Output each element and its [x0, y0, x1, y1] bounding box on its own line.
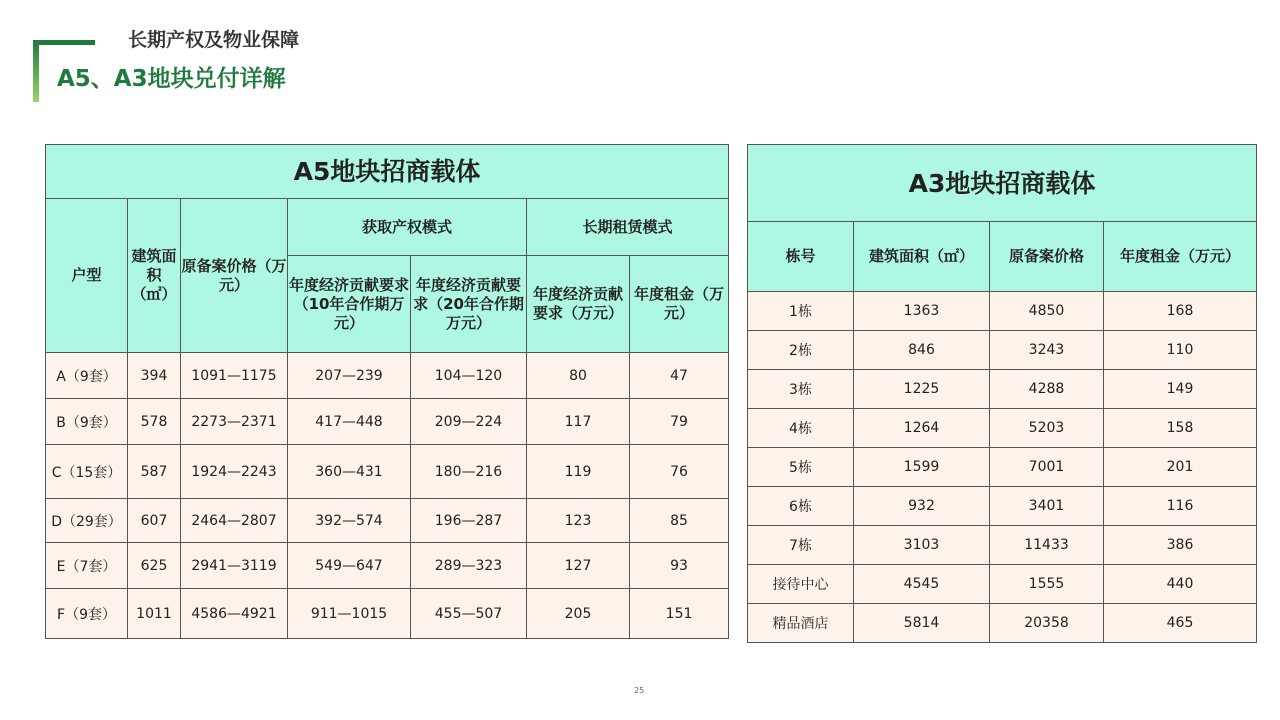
cell: 76	[630, 445, 729, 499]
page-number: 25	[634, 686, 645, 695]
cell: 4545	[854, 565, 990, 604]
table-row	[46, 499, 729, 543]
cell: 149	[1104, 370, 1257, 409]
cell: 1264	[854, 409, 990, 448]
cell: 3103	[854, 526, 990, 565]
a5-col-req20: 年度经济贡献要求（20年合作期万元）	[411, 256, 527, 353]
cell: 1363	[854, 292, 990, 331]
table-row	[748, 331, 1257, 370]
cell: 4栋	[748, 409, 854, 448]
a5-col-req10: 年度经济贡献要求（10年合作期万元）	[288, 256, 411, 353]
cell: 3401	[990, 487, 1104, 526]
cell: 465	[1104, 604, 1257, 643]
table-row	[46, 543, 729, 589]
a5-col-area: 建筑面积（㎡）	[128, 199, 181, 353]
cell: 1924—2243	[181, 445, 288, 499]
a5-table	[45, 144, 729, 639]
a3-col-price: 原备案价格	[990, 222, 1104, 292]
cell: 3243	[990, 331, 1104, 370]
cell: 209—224	[411, 399, 527, 445]
cell: 4850	[990, 292, 1104, 331]
cell: 5栋	[748, 448, 854, 487]
a5-group-own: 获取产权模式	[288, 199, 527, 256]
cell: 1599	[854, 448, 990, 487]
section-subtitle: 长期产权及物业保障	[128, 29, 300, 51]
cell: 180—216	[411, 445, 527, 499]
table-row	[748, 409, 1257, 448]
cell: 289—323	[411, 543, 527, 589]
cell: C（15套）	[46, 445, 128, 499]
cell: 625	[128, 543, 181, 589]
a3-table	[747, 144, 1257, 643]
cell: 127	[527, 543, 630, 589]
cell: 168	[1104, 292, 1257, 331]
cell: B（9套）	[46, 399, 128, 445]
cell: 7栋	[748, 526, 854, 565]
cell: 911—1015	[288, 589, 411, 639]
cell: 549—647	[288, 543, 411, 589]
cell: 117	[527, 399, 630, 445]
cell: 455—507	[411, 589, 527, 639]
a3-table-title: A3地块招商载体	[748, 145, 1257, 222]
cell: 精品酒店	[748, 604, 854, 643]
table-row	[46, 589, 729, 639]
cell: 158	[1104, 409, 1257, 448]
cell: 1栋	[748, 292, 854, 331]
a5-col-price: 原备案价格（万元）	[181, 199, 288, 353]
cell: D（29套）	[46, 499, 128, 543]
cell: 20358	[990, 604, 1104, 643]
cell: 接待中心	[748, 565, 854, 604]
corner-accent-top	[33, 40, 95, 45]
cell: 607	[128, 499, 181, 543]
table-row	[46, 445, 729, 499]
cell: 196—287	[411, 499, 527, 543]
cell: 104—120	[411, 353, 527, 399]
cell: 587	[128, 445, 181, 499]
cell: 151	[630, 589, 729, 639]
a3-col-building: 栋号	[748, 222, 854, 292]
cell: 93	[630, 543, 729, 589]
cell: 417—448	[288, 399, 411, 445]
cell: 932	[854, 487, 990, 526]
table-row	[46, 353, 729, 399]
a5-table-title: A5地块招商载体	[46, 145, 729, 199]
cell: A（9套）	[46, 353, 128, 399]
cell: 85	[630, 499, 729, 543]
cell: 123	[527, 499, 630, 543]
table-row	[748, 448, 1257, 487]
a5-col-unit: 户型	[46, 199, 128, 353]
cell: 2464—2807	[181, 499, 288, 543]
cell: 6栋	[748, 487, 854, 526]
table-row	[46, 399, 729, 445]
corner-accent-left	[33, 40, 39, 102]
table-row	[748, 370, 1257, 409]
table-row	[748, 604, 1257, 643]
cell: 2栋	[748, 331, 854, 370]
cell: 5203	[990, 409, 1104, 448]
cell: 47	[630, 353, 729, 399]
cell: 119	[527, 445, 630, 499]
cell: 80	[527, 353, 630, 399]
cell: 79	[630, 399, 729, 445]
table-row	[748, 565, 1257, 604]
cell: 11433	[990, 526, 1104, 565]
table-row	[748, 487, 1257, 526]
a5-group-lease: 长期租赁模式	[527, 199, 729, 256]
a3-col-area: 建筑面积（㎡）	[854, 222, 990, 292]
cell: 392—574	[288, 499, 411, 543]
cell: 2941—3119	[181, 543, 288, 589]
table-row	[748, 526, 1257, 565]
cell: 4586—4921	[181, 589, 288, 639]
cell: 1011	[128, 589, 181, 639]
cell: 1091—1175	[181, 353, 288, 399]
cell: 1225	[854, 370, 990, 409]
table-row	[748, 292, 1257, 331]
a5-col-rent: 年度租金（万元）	[630, 256, 729, 353]
cell: 2273—2371	[181, 399, 288, 445]
cell: E（7套）	[46, 543, 128, 589]
a3-col-rent: 年度租金（万元）	[1104, 222, 1257, 292]
cell: 7001	[990, 448, 1104, 487]
cell: 110	[1104, 331, 1257, 370]
cell: 201	[1104, 448, 1257, 487]
cell: 3栋	[748, 370, 854, 409]
cell: 4288	[990, 370, 1104, 409]
cell: 5814	[854, 604, 990, 643]
cell: 386	[1104, 526, 1257, 565]
page-title: A5、A3地块兑付详解	[57, 66, 286, 92]
cell: 394	[128, 353, 181, 399]
a5-col-lease-req: 年度经济贡献要求（万元）	[527, 256, 630, 353]
cell: 578	[128, 399, 181, 445]
cell: F（9套）	[46, 589, 128, 639]
cell: 205	[527, 589, 630, 639]
cell: 440	[1104, 565, 1257, 604]
cell: 116	[1104, 487, 1257, 526]
cell: 846	[854, 331, 990, 370]
cell: 1555	[990, 565, 1104, 604]
cell: 360—431	[288, 445, 411, 499]
cell: 207—239	[288, 353, 411, 399]
